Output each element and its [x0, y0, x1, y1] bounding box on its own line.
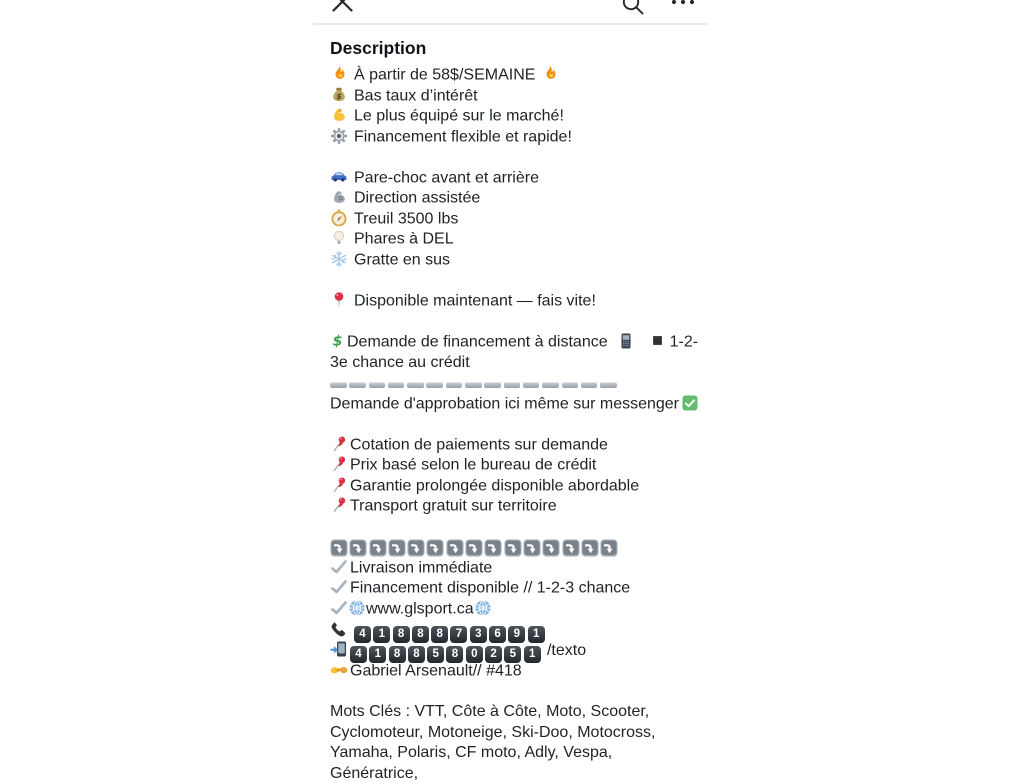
description-line-week: À partir de 58$/SEMAINE: [330, 65, 559, 86]
fire-icon: [330, 65, 348, 83]
top-bar-divider: [313, 23, 707, 25]
description-line-approval: Demande d'approbation ici même sur messenger: [330, 394, 699, 415]
description-line-warranty: Garantie prolongée disponible abordable: [330, 476, 639, 497]
snowflake-icon: [330, 250, 348, 268]
description-line-delivery: Livraison immédiate: [330, 558, 492, 579]
description-line-scraper: Gratte en sus: [330, 250, 450, 271]
description-line-equipped: Le plus équipé sur le marché!: [330, 106, 564, 127]
svg-text:$: $: [336, 92, 342, 102]
check-mark-icon: [330, 558, 348, 576]
description-line-financing-chance: Financement disponible // 1-2-3 chance: [330, 578, 630, 599]
check-mark-button-icon: [681, 394, 699, 412]
description-line-bumper: Pare-choc avant et arrière: [330, 168, 539, 189]
svg-text:$: $: [332, 333, 343, 350]
gear-icon: [330, 127, 348, 145]
arrow-curving-down-icon-row: [330, 539, 619, 556]
phone-number-keycaps: 4 1 8 8 8 7 3 6 9 1: [354, 622, 547, 639]
heavy-dollar-sign-icon: [330, 332, 345, 350]
flexed-biceps-icon: [330, 106, 348, 124]
close-icon: [331, 0, 354, 13]
description-line-contact: Gabriel Arsenault// #418: [330, 661, 522, 682]
light-bulb-icon: [330, 229, 348, 247]
description-line-steering: Direction assistée: [330, 188, 480, 209]
description-heading: Description: [330, 38, 427, 58]
search-button[interactable]: [622, 0, 644, 15]
description-line-available: Disponible maintenant — fais vite!: [330, 291, 596, 312]
round-pushpin-icon: [330, 291, 348, 309]
pushpin-icon: [330, 435, 348, 453]
description-line-remote-financing: $ Demande de financement à distance 1-2-3e chance au crédit: [330, 333, 699, 371]
search-icon: [622, 0, 644, 15]
telephone-receiver-icon: [330, 620, 348, 638]
pushpin-icon: [330, 455, 348, 473]
ellipsis-icon: [670, 0, 696, 6]
description-keywords: Mots Clés : VTT, Côte à Côte, Moto, Scooter, Cyclomoteur, Motoneige, Ski-Doo, Motocross, Yamaha, Polaris, CF moto, Adly, Vespa, Génératrice,: [330, 703, 656, 782]
black-small-square-icon: [652, 335, 663, 346]
description-line-headlights: Phares à DEL: [330, 229, 454, 250]
mobile-phone-with-arrow-icon: [330, 640, 348, 658]
arrow-separator-row: [330, 538, 619, 559]
fire-icon: [541, 65, 559, 83]
pushpin-icon: [330, 476, 348, 494]
globe-with-meridians-icon: [348, 599, 366, 617]
description-line-quote: Cotation de paiements sur demande: [330, 435, 608, 456]
mechanical-arm-icon: [330, 188, 348, 206]
globe-with-meridians-icon: [474, 599, 492, 617]
check-mark-icon: [330, 578, 348, 596]
pushpin-icon: [330, 496, 348, 514]
text-number-keycaps: 4 1 8 8 5 8 0 2 5 1: [350, 642, 543, 659]
minus-separator-row: [330, 375, 619, 396]
blue-car-icon: [330, 168, 348, 186]
heavy-minus-icon-row: [330, 376, 619, 393]
money-bag-icon: [330, 86, 348, 104]
description-line-financing: Financement flexible et rapide!: [330, 127, 572, 148]
mobile-phone-icon: [617, 332, 635, 350]
description-line-price: Prix basé selon le bureau de crédit: [330, 455, 596, 476]
more-options-button[interactable]: [670, 0, 696, 6]
description-line-transport: Transport gratuit sur territoire: [330, 496, 557, 517]
description-line-phone-text: 4 1 8 8 5 8 0 2 5 1 /texto: [330, 640, 586, 663]
check-mark-icon: [330, 599, 348, 617]
marketplace-listing-screen: [313, 0, 707, 782]
close-button[interactable]: [331, 0, 354, 13]
description-line-winch: Treuil 3500 lbs: [330, 209, 458, 230]
handshake-icon: [330, 661, 348, 679]
description-line-interest: $ Bas taux d’intérêt: [330, 86, 478, 107]
description-line-website: www.glsport.ca: [330, 599, 492, 620]
compass-icon: [330, 209, 348, 227]
